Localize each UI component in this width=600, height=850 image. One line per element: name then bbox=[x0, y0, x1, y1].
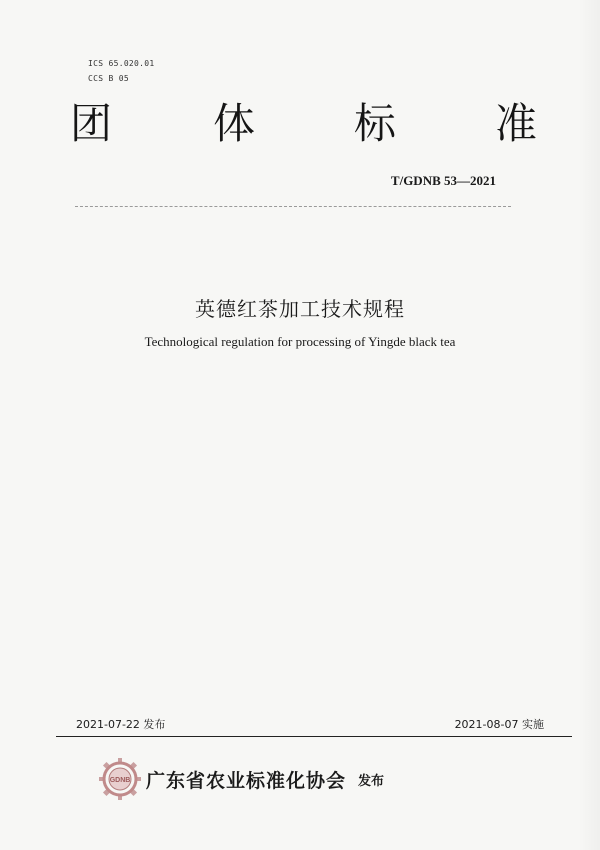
issue-date: 2021-07-22 发布 bbox=[76, 718, 166, 731]
top-divider bbox=[75, 206, 511, 207]
publisher-block bbox=[98, 756, 384, 802]
bottom-divider bbox=[56, 736, 572, 737]
standard-number: T/GDNB 53—2021 bbox=[390, 173, 496, 188]
title-english: Technological regulation for processing of Yingde black tea bbox=[144, 334, 456, 349]
publisher-name: 广东省农业标准化协会 bbox=[146, 769, 347, 792]
classification-codes bbox=[88, 56, 155, 86]
ics-code: ICS 65.020.01 bbox=[88, 59, 155, 68]
ccs-code: CCS B 05 bbox=[88, 74, 129, 83]
header-char-3: 标 bbox=[354, 99, 397, 148]
header-title bbox=[70, 96, 540, 156]
scan-edge-shadow bbox=[578, 0, 600, 850]
logo-lettering: GDNB bbox=[109, 777, 131, 784]
header-char-1: 团 bbox=[70, 99, 113, 148]
publish-label: 发布 bbox=[358, 773, 385, 789]
association-logo-icon bbox=[98, 757, 142, 801]
implementation-date: 2021-08-07 实施 bbox=[454, 718, 544, 731]
header-char-4: 准 bbox=[495, 99, 538, 148]
title-chinese: 英德红茶加工技术规程 bbox=[195, 297, 405, 321]
header-char-2: 体 bbox=[213, 99, 256, 148]
